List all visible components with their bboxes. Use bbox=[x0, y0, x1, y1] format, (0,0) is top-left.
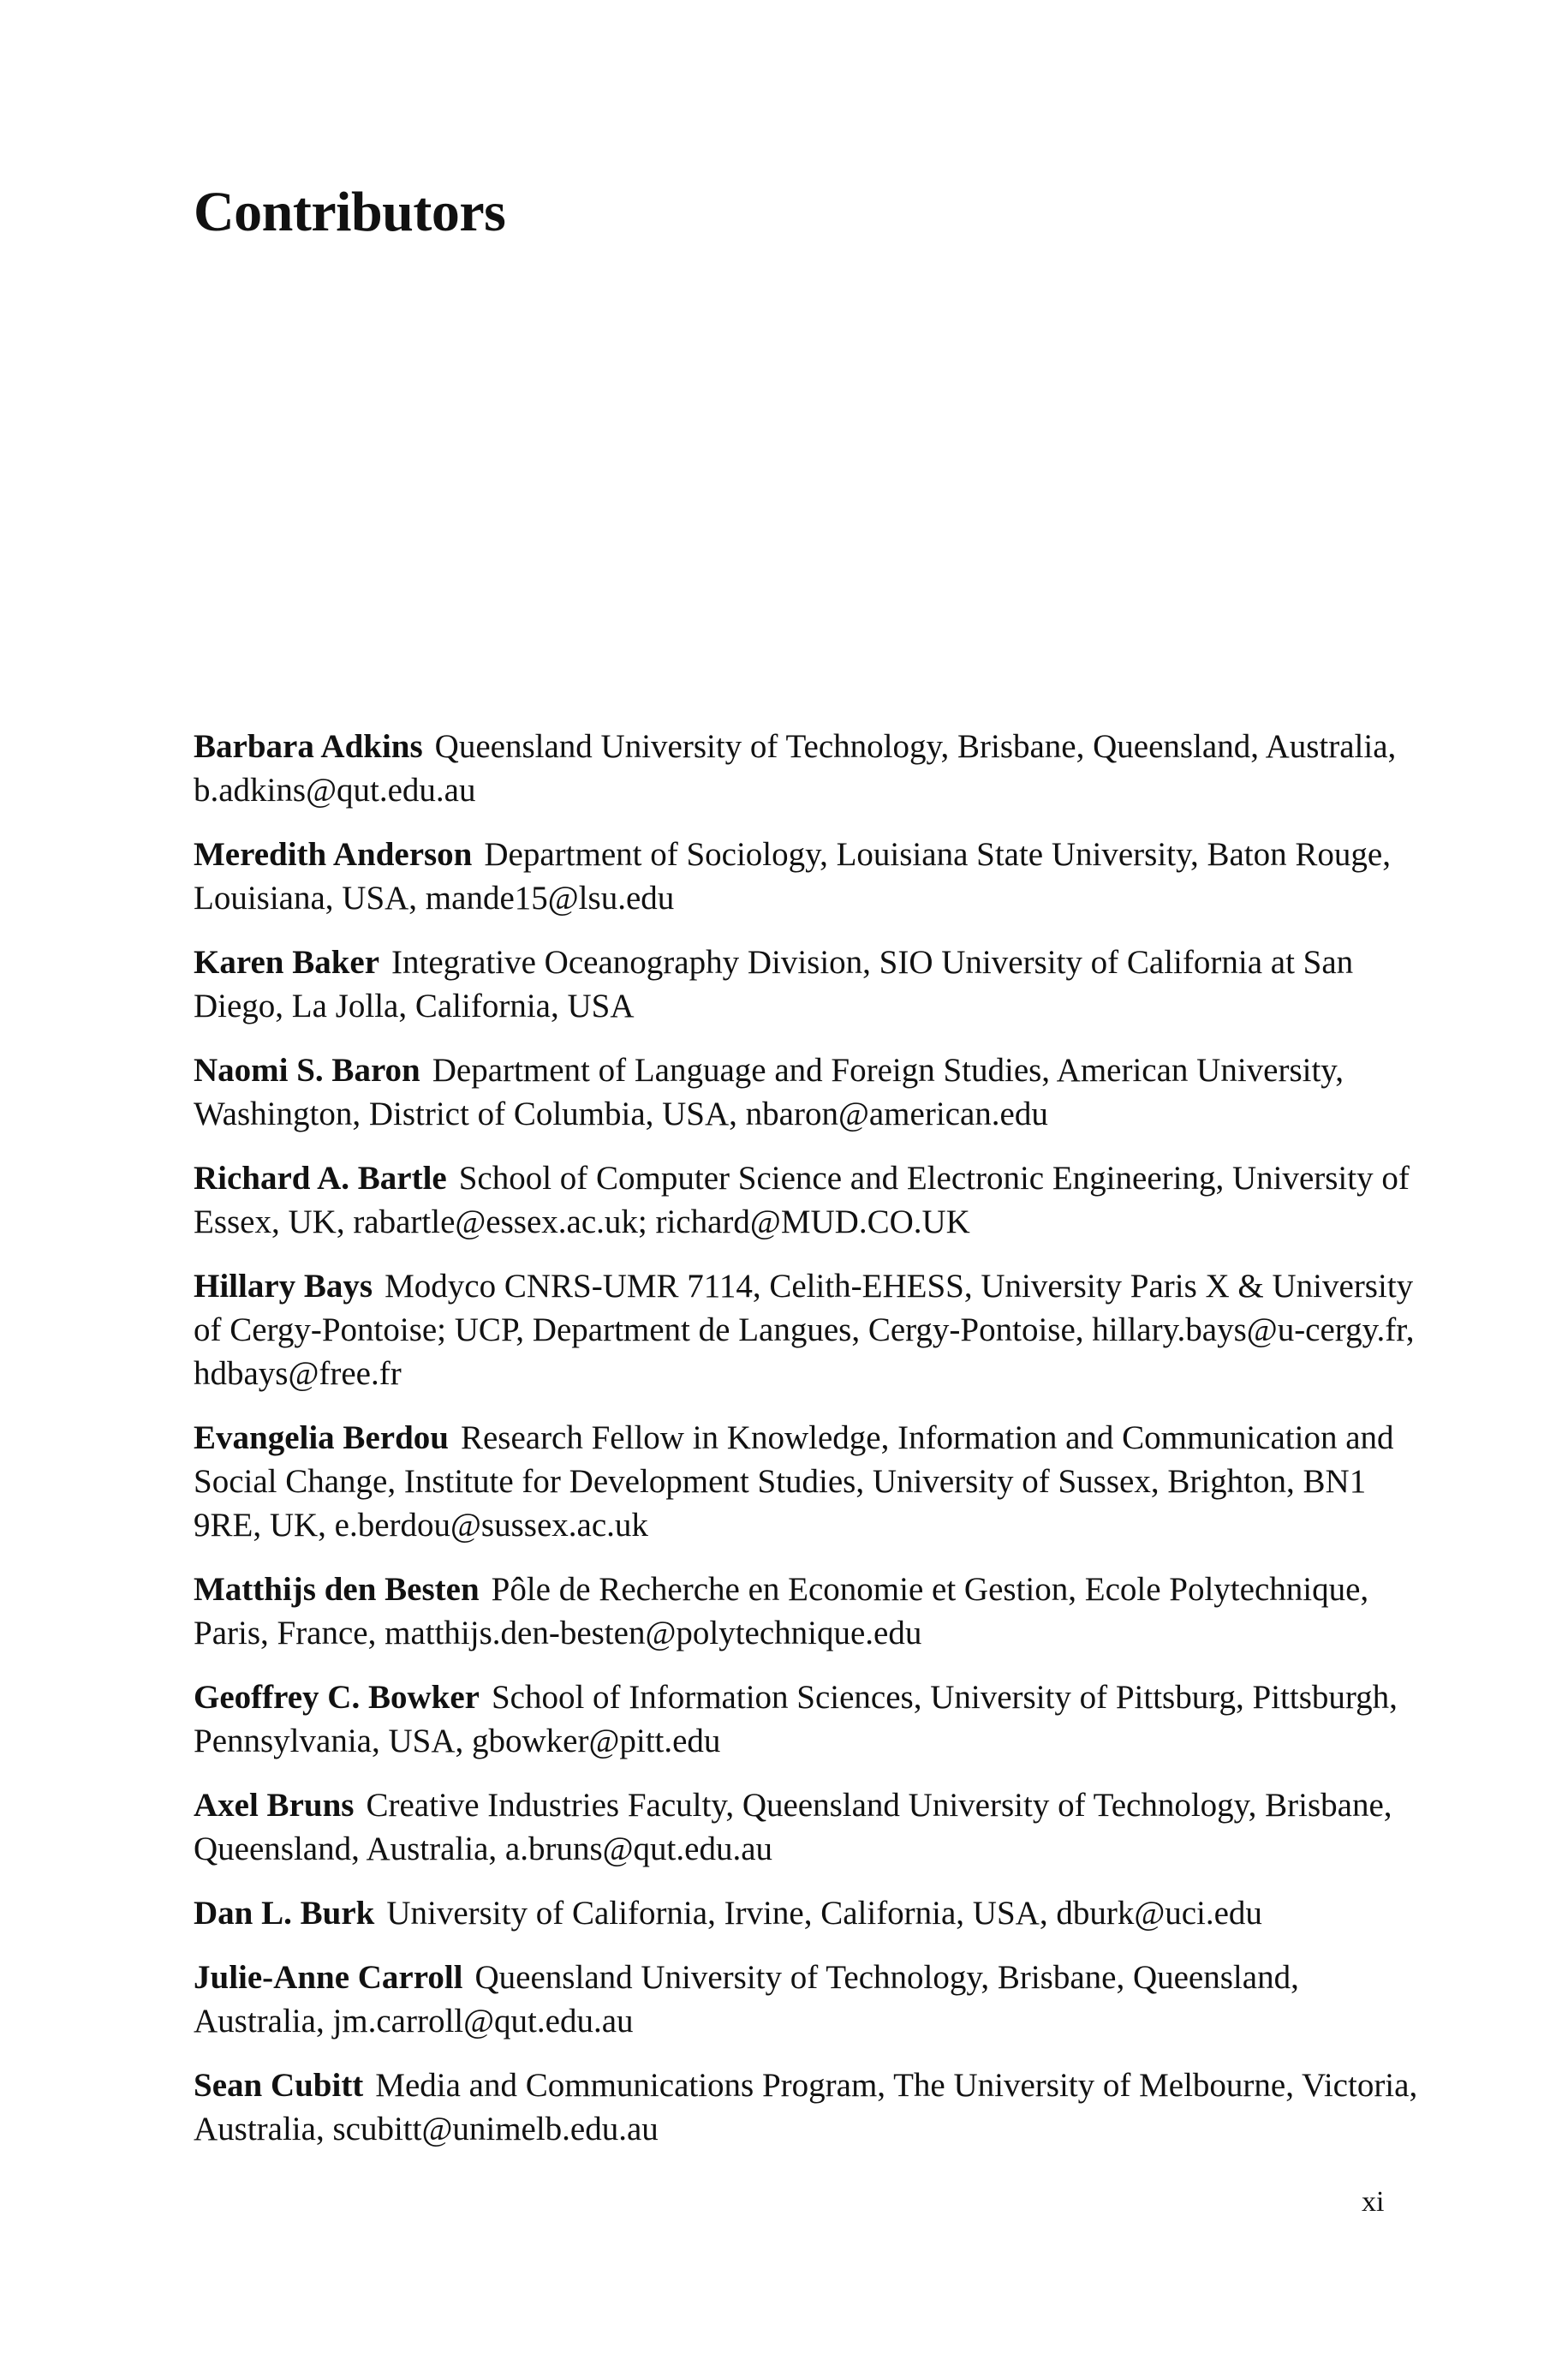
contributor-affiliation: Modyco CNRS-UMR 7114, Celith-EHESS, University Paris X & University of Cergy-Pontoise; UCP, Department de Langues, Cergy-Pontoise, hillary.bays@u-cergy.fr, hdbays@free.fr bbox=[194, 1268, 1415, 1392]
contributor-name: Meredith Anderson bbox=[194, 836, 473, 873]
contributor-affiliation: Creative Industries Faculty, Queensland University of Technology, Brisbane, Queensland, Australia, a.bruns@qut.edu.au bbox=[194, 1787, 1392, 1867]
contributor-entry bbox=[194, 1891, 1418, 1935]
page-title: Contributors bbox=[194, 181, 506, 243]
contributor-entry bbox=[194, 941, 1418, 1028]
contributor-affiliation: Pôle de Recherche en Economie et Gestion, Ecole Polytechnique, Paris, France, matthijs.den-besten@polytechnique.edu bbox=[194, 1571, 1369, 1651]
contributor-entry bbox=[194, 833, 1418, 920]
contributor-affiliation: School of Information Sciences, University of Pittsburg, Pittsburgh, Pennsylvania, USA, gbowker@pitt.edu bbox=[194, 1679, 1398, 1759]
contributor-entry bbox=[194, 1048, 1418, 1136]
contributor-affiliation: Research Fellow in Knowledge, Information and Communication and Social Change, Institute for Development Studies, University of Sussex, Brighton, BN1 9RE, UK, e.berdou@sussex.ac.uk bbox=[194, 1419, 1394, 1544]
contributor-affiliation: Department of Sociology, Louisiana State University, Baton Rouge, Louisiana, USA, mande15@lsu.edu bbox=[194, 836, 1391, 917]
contributor-entry bbox=[194, 725, 1418, 812]
contributor-name: Sean Cubitt bbox=[194, 2067, 364, 2104]
contributor-entry bbox=[194, 1568, 1418, 1655]
contributor-name: Julie-Anne Carroll bbox=[194, 1959, 463, 1996]
contributor-entry bbox=[194, 1264, 1418, 1395]
contributor-affiliation: Department of Language and Foreign Studies, American University, Washington, District of Columbia, USA, nbaron@american.edu bbox=[194, 1052, 1344, 1132]
contributor-affiliation: Media and Communications Program, The University of Melbourne, Victoria, Australia, scubitt@unimelb.edu.au bbox=[194, 2067, 1418, 2147]
contributor-entry bbox=[194, 1783, 1418, 1871]
contributor-affiliation: Queensland University of Technology, Brisbane, Queensland, Australia, jm.carroll@qut.edu.au bbox=[194, 1959, 1299, 2040]
contributor-name: Evangelia Berdou bbox=[194, 1419, 449, 1456]
contributors-list bbox=[194, 725, 1418, 2171]
contributor-name: Richard A. Bartle bbox=[194, 1160, 447, 1197]
contributor-affiliation: Queensland University of Technology, Brisbane, Queensland, Australia, b.adkins@qut.edu.au bbox=[194, 728, 1397, 809]
contributor-affiliation: Integrative Oceanography Division, SIO University of California at San Diego, La Jolla, California, USA bbox=[194, 944, 1354, 1024]
contributor-name: Geoffrey C. Bowker bbox=[194, 1679, 480, 1716]
contributor-entry bbox=[194, 1416, 1418, 1547]
contributor-entry bbox=[194, 1675, 1418, 1763]
contributor-name: Karen Baker bbox=[194, 944, 380, 981]
contributor-affiliation: School of Computer Science and Electronic Engineering, University of Essex, UK, rabartle@essex.ac.uk; richard@MUD.CO.UK bbox=[194, 1160, 1410, 1240]
contributor-name: Dan L. Burk bbox=[194, 1895, 375, 1932]
contributor-entry bbox=[194, 1956, 1418, 2043]
contributor-name: Matthijs den Besten bbox=[194, 1571, 480, 1608]
contributor-name: Barbara Adkins bbox=[194, 728, 423, 765]
contributor-entry bbox=[194, 2063, 1418, 2151]
contributor-name: Naomi S. Baron bbox=[194, 1052, 420, 1089]
contributor-affiliation: University of California, Irvine, California, USA, dburk@uci.edu bbox=[386, 1895, 1262, 1932]
contributor-entry bbox=[194, 1156, 1418, 1244]
contributor-name: Axel Bruns bbox=[194, 1787, 355, 1824]
page-number: xi bbox=[1362, 2186, 1385, 2218]
contributor-name: Hillary Bays bbox=[194, 1268, 373, 1305]
